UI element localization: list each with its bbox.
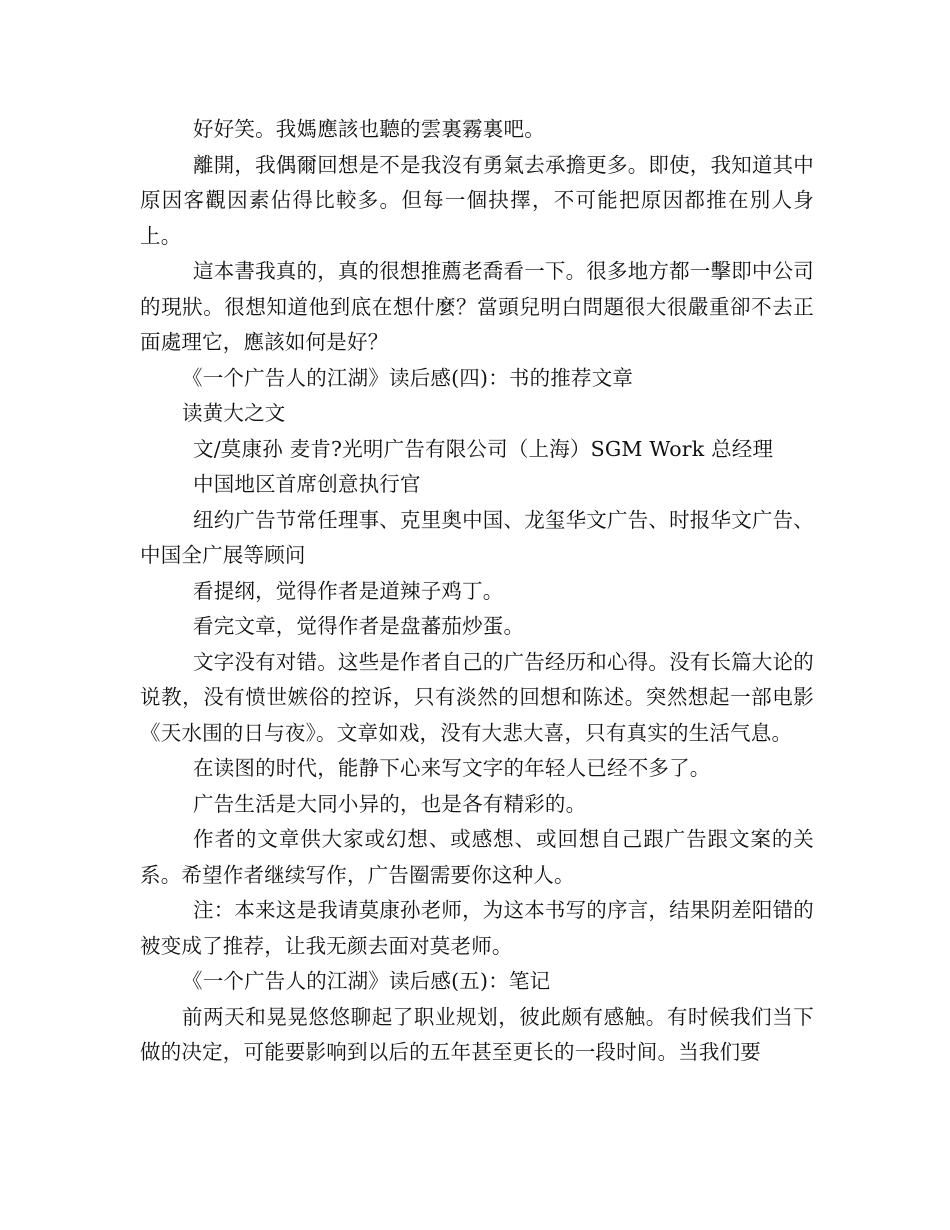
- paragraph: 這本書我真的，真的很想推薦老喬看一下。很多地方都一擊即中公司的現狀。很想知道他到底在想什麼？當頭兒明白問題很大很嚴重卻不去正面處理它，應該如何是好？: [140, 259, 814, 354]
- author-role: 中国地区首席创意执行官: [193, 472, 421, 496]
- paragraph: 看提纲，觉得作者是道辣子鸡丁。: [193, 578, 504, 603]
- paragraph: 好好笑。我媽應該也聽的雲裏霧裏吧。: [193, 117, 545, 141]
- paragraph: 前两天和晃晃悠悠聊起了职业规划，彼此颇有感触。有时候我们当下做的决定，可能要影响到以后的五年甚至更长的一段时间。当我们要: [140, 1004, 814, 1064]
- author-affiliations: 纽约广告节常任理事、克里奥中国、龙玺华文广告、时报华文广告、中国全广展等顾问: [140, 507, 814, 567]
- paragraph: 在读图的时代，能静下心来写文字的年轻人已经不多了。: [193, 756, 711, 780]
- section-heading: 《一个广告人的江湖》读后感(五)：笔记: [182, 969, 551, 993]
- document-page: [140, 112, 814, 1071]
- section-heading: 《一个广告人的江湖》读后感(四)：书的推荐文章: [182, 365, 634, 390]
- article-title: 读黄大之文: [182, 401, 286, 425]
- paragraph: 離開，我偶爾回想是不是我沒有勇氣去承擔更多。即使，我知道其中原因客觀因素佔得比較多。但每一個抉擇，不可能把原因都推在別人身上。: [140, 152, 814, 248]
- paragraph: 广告生活是大同小异的，也是各有精彩的。: [193, 791, 587, 816]
- paragraph: 看完文章，觉得作者是盘蕃茄炒蛋。: [193, 614, 525, 638]
- paragraph: 作者的文章供大家或幻想、或感想、或回想自己跟广告跟文案的关系。希望作者继续写作，广告圈需要你这种人。: [140, 827, 814, 887]
- author-line: 文/莫康孙 麦肯?光明广告有限公司（上海）SGM Work 总经理: [193, 436, 774, 461]
- paragraph: 文字没有对错。这些是作者自己的广告经历和心得。没有长篇大论的说教，没有愤世嫉俗的控诉，只有淡然的回想和陈述。突然想起一部电影《天水围的日与夜》。文章如戏，没有大悲大喜，只有真实的生活气息。: [140, 649, 814, 745]
- note-paragraph: 注：本来这是我请莫康孙老师，为这本书写的序言，结果阴差阳错的被变成了推荐，让我无颜去面对莫老师。: [140, 898, 814, 958]
